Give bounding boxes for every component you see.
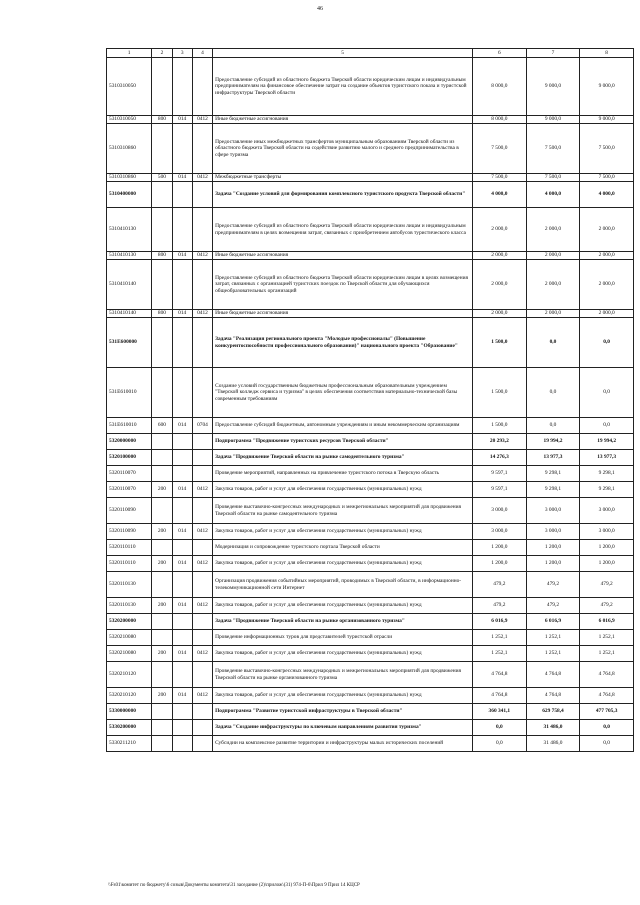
expense-type-cell (152, 662, 172, 688)
subsection-cell: 0412 (192, 310, 212, 318)
amount-year2-cell: 1 252,1 (526, 630, 580, 646)
section-cell (172, 540, 192, 556)
item-name-cell: Задача "Продвижение Тверской области на рынке организованного туризма" (213, 614, 473, 630)
budget-code-cell: 5320100000 (107, 450, 152, 466)
subsection-cell: 0412 (192, 556, 212, 572)
budget-code-cell: 531E600000 (107, 318, 152, 368)
budget-code-cell: 5320210120 (107, 688, 152, 704)
amount-year1-cell: 2 000,0 (473, 310, 527, 318)
budget-code-cell: 5310400000 (107, 182, 152, 208)
amount-year3-cell: 13 977,3 (580, 450, 634, 466)
amount-year3-cell: 1 252,1 (580, 646, 634, 662)
amount-year1-cell: 4 764,8 (473, 688, 527, 704)
item-name-cell: Проведение мероприятий, направленных на привлечение туристского потока в Тверскую область (213, 466, 473, 482)
amount-year3-cell: 0,0 (580, 418, 634, 434)
section-cell: 014 (172, 688, 192, 704)
item-name-cell: Предоставление субсидий из областного бюджета Тверской области юридическим лицам и индивидуальным предпринимателям на финансовое обеспечение затрат на создание объектов туристского показа и туристской инфраструктуры Тверской области (213, 58, 473, 116)
amount-year2-cell: 0,0 (526, 418, 580, 434)
budget-code-cell: 5320110070 (107, 482, 152, 498)
amount-year3-cell: 2 000,0 (580, 310, 634, 318)
subsection-cell (192, 630, 212, 646)
amount-year3-cell: 9 000,0 (580, 58, 634, 116)
section-cell (172, 208, 192, 252)
budget-code-cell: 5330211210 (107, 736, 152, 752)
expense-type-cell (152, 318, 172, 368)
table-row (107, 450, 634, 466)
amount-year2-cell: 2 000,0 (526, 252, 580, 260)
budget-code-cell: 5330000000 (107, 704, 152, 720)
section-cell (172, 498, 192, 524)
budget-code-cell: 5310410130 (107, 208, 152, 252)
budget-code-cell: 5320110110 (107, 540, 152, 556)
expense-type-cell: 200 (152, 482, 172, 498)
section-cell: 014 (172, 418, 192, 434)
table-row (107, 58, 634, 116)
amount-year2-cell: 1 252,1 (526, 646, 580, 662)
amount-year3-cell: 2 000,0 (580, 208, 634, 252)
subsection-cell: 0412 (192, 482, 212, 498)
budget-code-cell: 5320210120 (107, 662, 152, 688)
amount-year3-cell: 2 000,0 (580, 252, 634, 260)
section-cell (172, 662, 192, 688)
item-name-cell: Закупка товаров, работ и услуг для обеспечения государственных (муниципальных) нужд (213, 482, 473, 498)
expense-type-cell (152, 58, 172, 116)
amount-year2-cell: 2 000,0 (526, 260, 580, 310)
table-row (107, 368, 634, 418)
section-cell: 014 (172, 116, 192, 124)
amount-year3-cell: 0,0 (580, 318, 634, 368)
amount-year1-cell: 7 500,0 (473, 124, 527, 174)
amount-year3-cell: 9 298,1 (580, 482, 634, 498)
item-name-cell: Подпрограмма "Развитие туристской инфраструктуры в Тверской области" (213, 704, 473, 720)
section-cell (172, 466, 192, 482)
section-cell: 014 (172, 310, 192, 318)
amount-year1-cell: 1 252,1 (473, 646, 527, 662)
column-number: 1 (107, 49, 152, 58)
footer-file-path: \\Fs01\комитет по бюджету\6 созыв\Документы комитета\31 заседание (2)\прилож\(31) 974-П-6\Прил 9 Прил 14 КЦСР (108, 883, 360, 888)
item-name-cell: Проведение информационных туров для представителей туристской отрасли (213, 630, 473, 646)
amount-year3-cell: 0,0 (580, 736, 634, 752)
amount-year2-cell: 9 298,1 (526, 482, 580, 498)
amount-year1-cell: 3 000,0 (473, 524, 527, 540)
subsection-cell (192, 434, 212, 450)
item-name-cell: Закупка товаров, работ и услуг для обеспечения государственных (муниципальных) нужд (213, 646, 473, 662)
section-cell: 014 (172, 252, 192, 260)
expense-type-cell: 600 (152, 418, 172, 434)
expense-type-cell: 800 (152, 310, 172, 318)
budget-code-cell: 5310310860 (107, 124, 152, 174)
table-row (107, 174, 634, 182)
subsection-cell: 0704 (192, 418, 212, 434)
section-cell (172, 124, 192, 174)
amount-year1-cell: 9 597,1 (473, 482, 527, 498)
table-row (107, 630, 634, 646)
column-number: 6 (473, 49, 527, 58)
budget-code-cell: 5320200000 (107, 614, 152, 630)
item-name-cell: Иные бюджетные ассигнования (213, 252, 473, 260)
section-cell: 014 (172, 482, 192, 498)
table-row (107, 572, 634, 598)
expense-type-cell (152, 630, 172, 646)
amount-year2-cell: 31 486,0 (526, 736, 580, 752)
subsection-cell: 0412 (192, 598, 212, 614)
item-name-cell: Задача "Создание условий для формирования комплексного туристского продукта Тверской области" (213, 182, 473, 208)
table-row (107, 252, 634, 260)
amount-year2-cell: 2 000,0 (526, 310, 580, 318)
section-cell (172, 572, 192, 598)
budget-code-cell: 5310310050 (107, 116, 152, 124)
expense-type-cell (152, 466, 172, 482)
amount-year2-cell: 9 298,1 (526, 466, 580, 482)
amount-year3-cell: 19 994,2 (580, 434, 634, 450)
section-cell (172, 614, 192, 630)
section-cell (172, 58, 192, 116)
section-cell (172, 182, 192, 208)
amount-year1-cell: 1 500,0 (473, 418, 527, 434)
subsection-cell (192, 124, 212, 174)
section-cell (172, 368, 192, 418)
expense-type-cell (152, 260, 172, 310)
section-cell: 014 (172, 598, 192, 614)
amount-year1-cell: 7 500,0 (473, 174, 527, 182)
budget-code-cell: 5310310050 (107, 58, 152, 116)
item-name-cell: Проведение выставочно-конгрессных международных и межрегиональных мероприятий для продвижения Тверской области на рынке организованного туризма (213, 662, 473, 688)
column-number: 8 (580, 49, 634, 58)
expense-type-cell (152, 182, 172, 208)
table-row (107, 598, 634, 614)
table-row (107, 182, 634, 208)
item-name-cell: Задача "Реализация регионального проекта "Молодые профессионалы" (Повышение конкурентоспособности профессионального образования)" национального проекта "Образование" (213, 318, 473, 368)
item-name-cell: Субсидии на комплексное развитие территории и инфраструктуры малых исторических поселений (213, 736, 473, 752)
amount-year2-cell: 7 500,0 (526, 124, 580, 174)
amount-year1-cell: 0,0 (473, 720, 527, 736)
budget-code-cell: 531E610010 (107, 418, 152, 434)
subsection-cell (192, 182, 212, 208)
budget-code-cell: 5310410140 (107, 260, 152, 310)
budget-table (106, 48, 634, 752)
expense-type-cell (152, 450, 172, 466)
expense-type-cell: 800 (152, 252, 172, 260)
subsection-cell (192, 208, 212, 252)
table-row (107, 646, 634, 662)
amount-year2-cell: 7 500,0 (526, 174, 580, 182)
column-number-row (107, 49, 634, 58)
subsection-cell (192, 368, 212, 418)
amount-year3-cell: 4 000,0 (580, 182, 634, 208)
section-cell (172, 720, 192, 736)
amount-year1-cell: 14 276,3 (473, 450, 527, 466)
amount-year3-cell: 4 764,8 (580, 662, 634, 688)
budget-code-cell: 5320210080 (107, 630, 152, 646)
table-row (107, 116, 634, 124)
item-name-cell: Иные бюджетные ассигнования (213, 310, 473, 318)
section-cell (172, 260, 192, 310)
amount-year1-cell: 479,2 (473, 598, 527, 614)
amount-year1-cell: 8 000,0 (473, 116, 527, 124)
amount-year1-cell: 1 500,0 (473, 368, 527, 418)
amount-year2-cell: 0,0 (526, 368, 580, 418)
budget-code-cell: 5310410130 (107, 252, 152, 260)
amount-year3-cell: 1 252,1 (580, 630, 634, 646)
column-number: 4 (192, 49, 212, 58)
item-name-cell: Закупка товаров, работ и услуг для обеспечения государственных (муниципальных) нужд (213, 688, 473, 704)
subsection-cell: 0412 (192, 252, 212, 260)
expense-type-cell (152, 540, 172, 556)
amount-year3-cell: 477 705,3 (580, 704, 634, 720)
amount-year2-cell: 31 486,0 (526, 720, 580, 736)
amount-year2-cell: 1 200,0 (526, 540, 580, 556)
amount-year1-cell: 4 764,8 (473, 662, 527, 688)
amount-year3-cell: 7 500,0 (580, 174, 634, 182)
expense-type-cell (152, 498, 172, 524)
subsection-cell (192, 450, 212, 466)
expense-type-cell: 200 (152, 688, 172, 704)
table-row (107, 556, 634, 572)
amount-year1-cell: 0,0 (473, 736, 527, 752)
section-cell (172, 704, 192, 720)
column-number: 2 (152, 49, 172, 58)
amount-year2-cell: 4 764,8 (526, 662, 580, 688)
budget-code-cell: 5320110130 (107, 572, 152, 598)
amount-year2-cell: 3 000,0 (526, 498, 580, 524)
item-name-cell: Межбюджетные трансферты (213, 174, 473, 182)
table-row (107, 208, 634, 252)
item-name-cell: Закупка товаров, работ и услуг для обеспечения государственных (муниципальных) нужд (213, 598, 473, 614)
expense-type-cell: 200 (152, 646, 172, 662)
budget-code-cell: 5320110110 (107, 556, 152, 572)
item-name-cell: Создание условий государственным бюджетным профессиональным образовательным учреждением "Тверской колледж сервиса и туризма" в целях обеспечения соответствия материально-технической базы современным требованиям (213, 368, 473, 418)
subsection-cell: 0412 (192, 646, 212, 662)
subsection-cell: 0412 (192, 688, 212, 704)
item-name-cell: Предоставление иных межбюджетных трансфертов муниципальным образованиям Тверской области из областного бюджета Тверской области на содействие развитию малого и среднего предпринимательства в сфере туризма (213, 124, 473, 174)
item-name-cell: Предоставление субсидий из областного бюджета Тверской области юридическим лицам в целях возмещения затрат, связанных с организацией туристских поездок по Тверской области для обучающихся общеобразовательных организаций (213, 260, 473, 310)
expense-type-cell (152, 434, 172, 450)
table-row (107, 736, 634, 752)
table-row (107, 540, 634, 556)
amount-year3-cell: 9 000,0 (580, 116, 634, 124)
amount-year3-cell: 3 000,0 (580, 498, 634, 524)
subsection-cell: 0412 (192, 524, 212, 540)
column-number: 3 (172, 49, 192, 58)
amount-year3-cell: 4 764,8 (580, 688, 634, 704)
subsection-cell (192, 260, 212, 310)
item-name-cell: Задача "Продвижение Тверской области на рынке самодеятельного туризма" (213, 450, 473, 466)
amount-year2-cell: 2 000,0 (526, 208, 580, 252)
amount-year3-cell: 479,2 (580, 598, 634, 614)
page-number: 46 (317, 6, 323, 12)
expense-type-cell: 200 (152, 556, 172, 572)
amount-year1-cell: 2 000,0 (473, 208, 527, 252)
table-row (107, 466, 634, 482)
amount-year2-cell: 4 000,0 (526, 182, 580, 208)
amount-year2-cell: 1 200,0 (526, 556, 580, 572)
amount-year1-cell: 1 252,1 (473, 630, 527, 646)
item-name-cell: Проведение выставочно-конгрессных международных и межрегиональных мероприятий для продвижения Тверской области на рынке самодеятельного туризма (213, 498, 473, 524)
amount-year2-cell: 0,0 (526, 318, 580, 368)
section-cell (172, 434, 192, 450)
budget-code-cell: 5320110130 (107, 598, 152, 614)
section-cell: 014 (172, 174, 192, 182)
table-row (107, 260, 634, 310)
section-cell: 014 (172, 646, 192, 662)
budget-table-body (107, 49, 634, 752)
amount-year2-cell: 19 994,2 (526, 434, 580, 450)
amount-year3-cell: 1 200,0 (580, 556, 634, 572)
table-row (107, 720, 634, 736)
expense-type-cell: 200 (152, 598, 172, 614)
expense-type-cell (152, 208, 172, 252)
subsection-cell (192, 572, 212, 598)
budget-code-cell: 5320110090 (107, 498, 152, 524)
table-row (107, 418, 634, 434)
subsection-cell (192, 466, 212, 482)
amount-year3-cell: 9 298,1 (580, 466, 634, 482)
table-row (107, 310, 634, 318)
table-row (107, 318, 634, 368)
section-cell: 014 (172, 524, 192, 540)
subsection-cell: 0412 (192, 174, 212, 182)
expense-type-cell: 200 (152, 524, 172, 540)
table-row (107, 434, 634, 450)
amount-year3-cell: 2 000,0 (580, 260, 634, 310)
amount-year2-cell: 9 000,0 (526, 58, 580, 116)
item-name-cell: Иные бюджетные ассигнования (213, 116, 473, 124)
table-row (107, 482, 634, 498)
amount-year2-cell: 3 000,0 (526, 524, 580, 540)
table-row (107, 688, 634, 704)
expense-type-cell: 500 (152, 174, 172, 182)
amount-year1-cell: 360 341,1 (473, 704, 527, 720)
expense-type-cell (152, 704, 172, 720)
amount-year2-cell: 13 977,3 (526, 450, 580, 466)
item-name-cell: Предоставление субсидий из областного бюджета Тверской области юридическим лицам и индивидуальным предпринимателям в целях возмещения затрат, связанных с приобретением автобусов туристического класса (213, 208, 473, 252)
amount-year1-cell: 1 200,0 (473, 540, 527, 556)
amount-year1-cell: 479,2 (473, 572, 527, 598)
section-cell: 014 (172, 556, 192, 572)
table-row (107, 124, 634, 174)
table-row (107, 662, 634, 688)
amount-year2-cell: 629 758,4 (526, 704, 580, 720)
expense-type-cell (152, 614, 172, 630)
amount-year1-cell: 9 597,1 (473, 466, 527, 482)
budget-code-cell: 5320000000 (107, 434, 152, 450)
subsection-cell (192, 736, 212, 752)
amount-year3-cell: 3 000,0 (580, 524, 634, 540)
item-name-cell: Подпрограмма "Продвижение туристских ресурсов Тверской области" (213, 434, 473, 450)
amount-year2-cell: 4 764,8 (526, 688, 580, 704)
column-number: 7 (526, 49, 580, 58)
budget-code-cell: 5320110090 (107, 524, 152, 540)
table-row (107, 524, 634, 540)
amount-year2-cell: 479,2 (526, 572, 580, 598)
section-cell (172, 318, 192, 368)
item-name-cell: Задача "Создание инфраструктуры по ключевым направлениям развития туризма" (213, 720, 473, 736)
item-name-cell: Закупка товаров, работ и услуг для обеспечения государственных (муниципальных) нужд (213, 556, 473, 572)
subsection-cell (192, 58, 212, 116)
amount-year3-cell: 0,0 (580, 368, 634, 418)
amount-year3-cell: 479,2 (580, 572, 634, 598)
item-name-cell: Организация продвижения событийных мероприятий, проводимых в Тверской области, в информационно-телекоммуникационной сети Интернет (213, 572, 473, 598)
subsection-cell (192, 540, 212, 556)
item-name-cell: Предоставление субсидий бюджетным, автономным учреждениям и иным некоммерческим организациям (213, 418, 473, 434)
column-number: 5 (213, 49, 473, 58)
amount-year3-cell: 7 500,0 (580, 124, 634, 174)
amount-year3-cell: 1 200,0 (580, 540, 634, 556)
amount-year1-cell: 20 293,2 (473, 434, 527, 450)
amount-year1-cell: 3 000,0 (473, 498, 527, 524)
amount-year1-cell: 6 016,9 (473, 614, 527, 630)
amount-year1-cell: 8 000,0 (473, 58, 527, 116)
amount-year2-cell: 479,2 (526, 598, 580, 614)
item-name-cell: Закупка товаров, работ и услуг для обеспечения государственных (муниципальных) нужд (213, 524, 473, 540)
amount-year1-cell: 1 200,0 (473, 556, 527, 572)
amount-year3-cell: 0,0 (580, 720, 634, 736)
subsection-cell (192, 498, 212, 524)
table-row (107, 498, 634, 524)
amount-year1-cell: 4 000,0 (473, 182, 527, 208)
expense-type-cell (152, 736, 172, 752)
subsection-cell (192, 704, 212, 720)
amount-year2-cell: 9 000,0 (526, 116, 580, 124)
item-name-cell: Модернизация и сопровождение туристского портала Тверской области (213, 540, 473, 556)
table-row (107, 704, 634, 720)
budget-code-cell: 5320210080 (107, 646, 152, 662)
subsection-cell: 0412 (192, 116, 212, 124)
amount-year2-cell: 6 016,9 (526, 614, 580, 630)
section-cell (172, 450, 192, 466)
budget-code-cell: 531E610010 (107, 368, 152, 418)
subsection-cell (192, 614, 212, 630)
amount-year1-cell: 2 000,0 (473, 252, 527, 260)
section-cell (172, 736, 192, 752)
expense-type-cell (152, 124, 172, 174)
budget-code-cell: 5320110070 (107, 466, 152, 482)
table-row (107, 614, 634, 630)
subsection-cell (192, 720, 212, 736)
expense-type-cell (152, 572, 172, 598)
subsection-cell (192, 318, 212, 368)
amount-year3-cell: 6 016,9 (580, 614, 634, 630)
budget-code-cell: 5330200000 (107, 720, 152, 736)
budget-code-cell: 5310410140 (107, 310, 152, 318)
section-cell (172, 630, 192, 646)
expense-type-cell (152, 720, 172, 736)
amount-year1-cell: 2 000,0 (473, 260, 527, 310)
subsection-cell (192, 662, 212, 688)
amount-year1-cell: 1 500,0 (473, 318, 527, 368)
budget-code-cell: 5310310860 (107, 174, 152, 182)
expense-type-cell (152, 368, 172, 418)
expense-type-cell: 800 (152, 116, 172, 124)
